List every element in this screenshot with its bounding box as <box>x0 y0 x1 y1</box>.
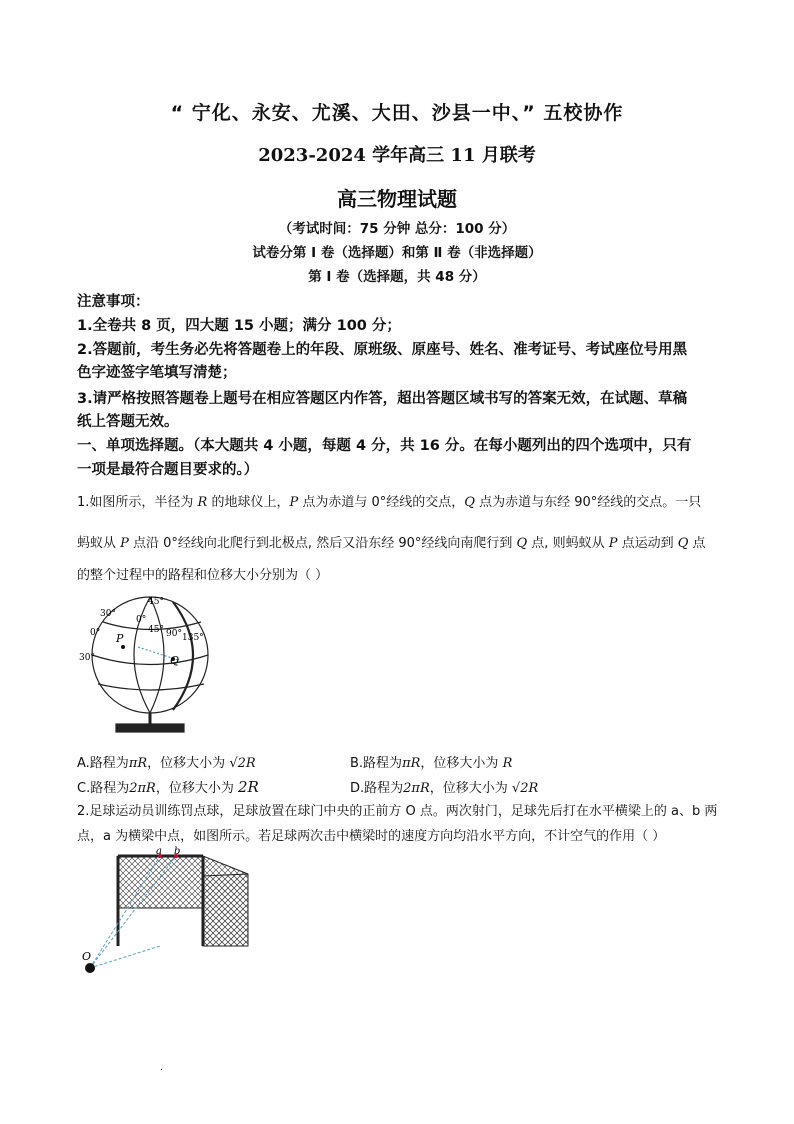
q1-line1: 1.如图所示，半径为 R 的地球仪上，P 点为赤道与 0°经线的交点，Q 点为赤道与东经 90°经线的交点。一只 <box>77 495 702 510</box>
label-p: P <box>116 632 124 645</box>
label-b: b <box>174 846 181 857</box>
part1-heading: 第 Ⅰ 卷（选择题，共 48 分） <box>308 269 486 285</box>
label-45-top: 45° <box>148 597 164 607</box>
q1-option-c[interactable]: C.路程为2πR，位移大小为 2R <box>77 778 259 796</box>
note-2a: 2.答题前，考生务必先将答题卷上的年段、原班级、原座号、姓名、准考证号、考试座位号用黑 <box>77 342 688 358</box>
section1-heading-a: 一、单项选择题。（本大题共 4 小题，每题 4 分，共 16 分。在每小题列出的四个选项中，只有 <box>77 438 692 454</box>
point-p-dot <box>121 645 125 649</box>
globe-figure <box>78 592 218 742</box>
label-0-top: 0° <box>136 615 147 625</box>
q1-option-b[interactable]: B.路程为πR，位移大小为 R <box>350 756 513 771</box>
label-30-left: 30° <box>100 609 116 619</box>
ground-line <box>90 946 160 968</box>
q1-option-d[interactable]: D.路程为2πR，位移大小为 √2R <box>350 781 539 796</box>
note-3b: 纸上答题无效。 <box>77 414 179 430</box>
footer-dot: . <box>160 1062 164 1073</box>
school-consortium-title: “ 宁化、永安、尤溪、大田、沙县一中、” 五校协作 <box>170 102 624 124</box>
goal-figure <box>78 846 258 978</box>
note-2b: 色字迹签字笔填写清楚； <box>77 365 237 381</box>
equator <box>92 655 208 665</box>
label-o: O <box>82 950 92 963</box>
note-1: 1.全卷共 8 页，四大题 15 小题；满分 100 分； <box>77 318 401 334</box>
label-90: 90° <box>166 629 182 639</box>
soccer-ball <box>85 963 95 973</box>
exam-info: （考试时间：75 分钟 总分：100 分） <box>278 221 516 237</box>
goal-side-net <box>203 874 248 946</box>
stand-base <box>116 724 184 732</box>
label-45-mid: 45° <box>148 625 164 635</box>
section1-heading-b: 一项是最符合题目要求的。） <box>77 462 259 478</box>
label-q: Q <box>170 654 180 667</box>
exam-year-title: 2023-2024 学年高三 11 月联考 <box>258 145 536 166</box>
q1-line2: 蚂蚁从 P 点沿 0°经线向北爬行到北极点, 然后又沿东经 90°经线向南爬行到 Q 点, 则蚂蚁从 P 点运动到 Q 点 <box>77 536 706 551</box>
paper-split: 试卷分第 Ⅰ 卷（选择题）和第 Ⅱ 卷（非选择题） <box>252 245 542 261</box>
q1-line3: 的整个过程中的路程和位移大小分别为（ ） <box>77 568 329 583</box>
label-135: 135° <box>182 633 204 643</box>
q2-line2: 点，a 为横梁中点，如图所示。若足球两次击中横梁时的速度方向均沿水平方向，不计空气的作用（ ） <box>77 829 666 844</box>
q2-line1: 2.足球运动员训练罚点球，足球放置在球门中央的正前方 O 点。两次射门，足球先后打在水平横梁上的 a、b 两 <box>77 804 718 819</box>
label-0-left: 0° <box>90 628 101 638</box>
label-a: a <box>156 846 162 857</box>
q1-option-a[interactable]: A.路程为πR，位移大小为 √2R <box>77 756 256 771</box>
note-3a: 3.请严格按照答题卷上题号在相应答题区内作答，超出答题区域书写的答案无效，在试题、草稿 <box>77 391 688 407</box>
paper-title: 高三物理试题 <box>337 187 457 211</box>
label-30-low: 30° <box>79 653 95 663</box>
notes-heading: 注意事项： <box>77 294 150 310</box>
